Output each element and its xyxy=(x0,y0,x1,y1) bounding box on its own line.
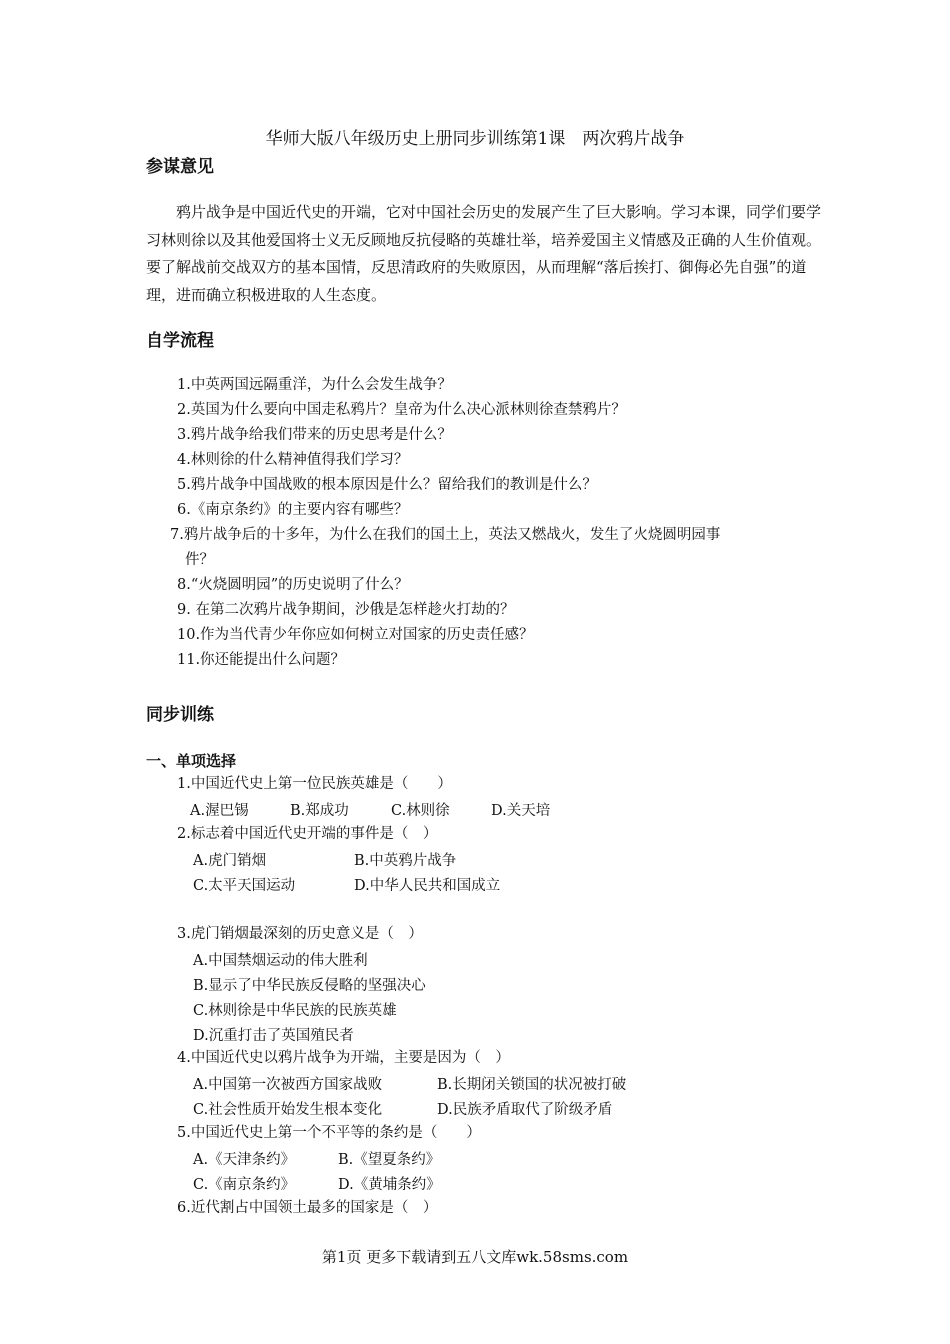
self-study-item: 8.“火烧圆明园”的历史说明了什么？ xyxy=(177,577,409,593)
heading-advice: 参谋意见 xyxy=(146,157,214,177)
question-4-option-d: D.民族矛盾取代了阶级矛盾 xyxy=(437,1102,613,1118)
question-2-option-c: C.太平天国运动 xyxy=(193,878,296,894)
self-study-item: 4.林则徐的什么精神值得我们学习？ xyxy=(177,452,409,468)
question-5-stem: 5.中国近代史上第一个不平等的条约是（ ） xyxy=(177,1125,481,1141)
question-2-option-d: D.中华人民共和国成立 xyxy=(354,878,501,894)
heading-self-study: 自学流程 xyxy=(146,331,214,351)
question-5-option-a: A.《天津条约》 xyxy=(193,1152,296,1168)
question-6-stem: 6.近代割占中国领土最多的国家是（ ） xyxy=(177,1200,438,1216)
heading-practice: 同步训练 xyxy=(146,705,214,725)
page-footer: 第1页 更多下载请到五八文库wk.58sms.com xyxy=(321,1248,629,1266)
question-3-option-a: A.中国禁烟运动的伟大胜利 xyxy=(193,953,368,969)
self-study-item: 2.英国为什么要向中国走私鸦片？皇帝为什么决心派林则徐查禁鸦片？ xyxy=(177,402,626,418)
question-2-stem: 2.标志着中国近代史开端的事件是（ ） xyxy=(177,826,438,842)
self-study-item: 11.你还能提出什么问题？ xyxy=(177,652,346,668)
question-3-option-d: D.沉重打击了英国殖民者 xyxy=(193,1028,354,1044)
question-2-option-a: A.虎门销烟 xyxy=(193,853,267,869)
question-1-option-a: A.渥巴锡 xyxy=(190,803,249,819)
question-3-option-b: B.显示了中华民族反侵略的坚强决心 xyxy=(193,978,426,994)
question-3-stem: 3.虎门销烟最深刻的历史意义是（ ） xyxy=(177,926,423,942)
self-study-item: 9. 在第二次鸦片战争期间，沙俄是怎样趁火打劫的？ xyxy=(177,602,515,618)
question-5-option-c: C.《南京条约》 xyxy=(193,1177,296,1193)
document-title: 华师大版八年级历史上册同步训练第1课 两次鸦片战争 xyxy=(265,129,685,149)
question-1-stem: 1.中国近代史上第一位民族英雄是（ ） xyxy=(177,776,452,792)
self-study-item: 3.鸦片战争给我们带来的历史思考是什么？ xyxy=(177,427,452,443)
question-2-option-b: B.中英鸦片战争 xyxy=(354,853,457,869)
subheading-single-choice: 一、单项选择 xyxy=(146,752,237,770)
question-3-option-c: C.林则徐是中华民族的民族英雄 xyxy=(193,1003,397,1019)
question-1-option-c: C.林则徐 xyxy=(391,803,450,819)
self-study-item: 6.《南京条约》的主要内容有哪些？ xyxy=(177,502,409,518)
question-1-option-b: B.郑成功 xyxy=(290,803,349,819)
self-study-item: 10.作为当代青少年你应如何树立对国家的历史责任感？ xyxy=(177,627,534,643)
question-4-option-a: A.中国第一次被西方国家战败 xyxy=(193,1077,383,1093)
advice-paragraph: 鸦片战争是中国近代史的开端，它对中国社会历史的发展产生了巨大影响。学习本课，同学们要学习林则徐以及其他爱国将士义无反顾地反抗侵略的英雄壮举，培养爱国主义情感及正确的人生价值观。要了解战前交战双方的基本国情，反思清政府的失败原因，从而理解“落后挨打、御侮必先自强”的道理，进而确立积极进取的人生态度。 xyxy=(146,203,822,304)
question-4-stem: 4.中国近代史以鸦片战争为开端，主要是因为（ ） xyxy=(177,1050,510,1066)
self-study-item: 5.鸦片战争中国战败的根本原因是什么？留给我们的教训是什么？ xyxy=(177,477,597,493)
question-5-option-d: D.《黄埔条约》 xyxy=(338,1177,441,1193)
self-study-item: 7.鸦片战争后的十多年，为什么在我们的国土上，英法又燃战火，发生了火烧圆明园事 xyxy=(170,527,721,543)
question-5-option-b: B.《望夏条约》 xyxy=(338,1152,441,1168)
self-study-item-continuation: 件？ xyxy=(185,552,214,568)
question-1-option-d: D.关天培 xyxy=(491,803,551,819)
self-study-item: 1.中英两国远隔重洋，为什么会发生战争？ xyxy=(177,377,452,393)
question-4-option-c: C.社会性质开始发生根本变化 xyxy=(193,1102,383,1118)
question-4-option-b: B.长期闭关锁国的状况被打破 xyxy=(437,1077,627,1093)
